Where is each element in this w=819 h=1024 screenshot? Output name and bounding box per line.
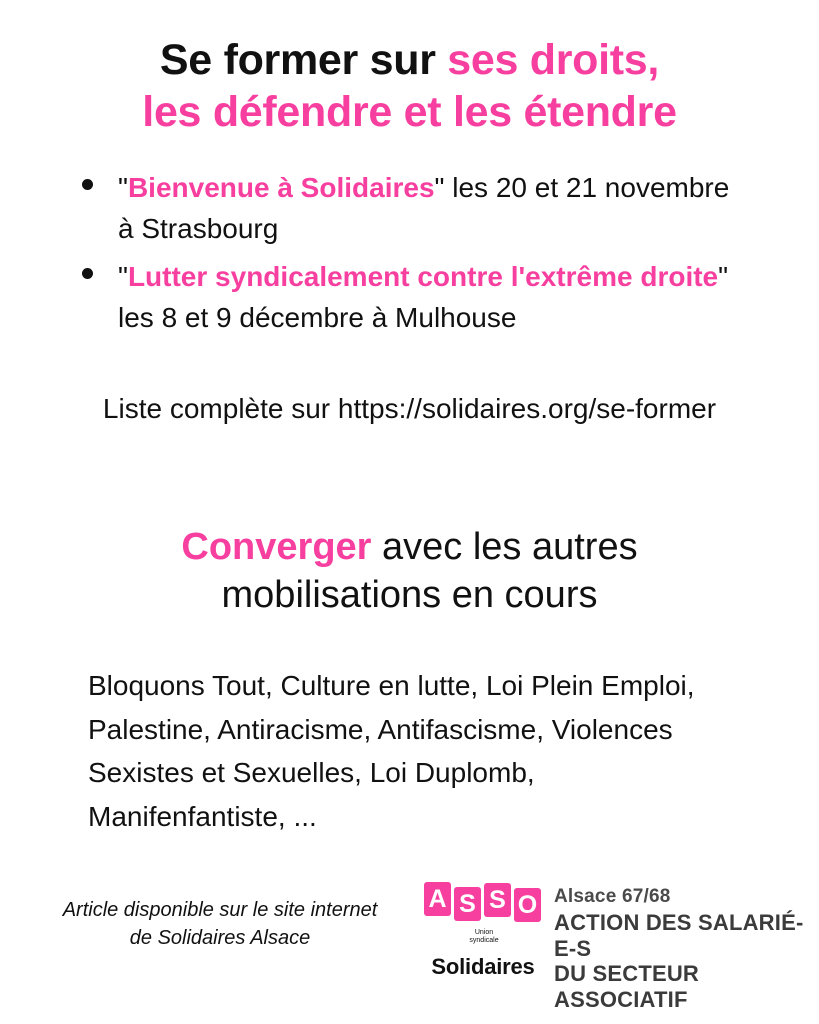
subtitle-line-2 <box>0 571 819 620</box>
list-item <box>118 256 749 339</box>
bullet-2-quote-open: " <box>118 260 128 292</box>
title-line-2 <box>0 86 819 138</box>
org-name-line-1: ACTION DES SALARIÉ-E-S <box>554 910 804 961</box>
full-list-link[interactable]: Liste complète sur https://solidaires.org/se-former <box>102 392 717 424</box>
organisation-block <box>554 886 804 1012</box>
title-line-2-pink: les défendre et les étendre <box>142 88 677 137</box>
asso-letter-blocks <box>424 882 542 926</box>
asso-solidaires-logo <box>424 882 542 986</box>
mobilisations-paragraph: Bloquons Tout, Culture en lutte, Loi Plein Emploi, Palestine, Antiracisme, Antifascisme, Violences Sexistes et Sexuelles, Loi Duplomb, Manifenfantiste, ... <box>88 669 695 832</box>
logo-union-line-2: syndicale <box>469 937 499 945</box>
bullet-2-highlight: Lutter syndicalement contre l'extrême droite <box>127 260 719 292</box>
bullet-1-highlight: Bienvenue à Solidaires <box>127 171 435 203</box>
footer-note: Article disponible sur le site internet de Solidaires Alsace <box>62 899 378 949</box>
subtitle-line-1 <box>0 523 819 572</box>
asso-letter-o: O <box>514 888 541 922</box>
asso-letter-s1: S <box>454 887 481 921</box>
title-line-1-black: Se former sur <box>159 36 448 84</box>
org-name <box>554 910 804 1012</box>
training-list <box>0 167 819 339</box>
bullet-dot-icon <box>82 268 93 279</box>
bullet-1-quote-open: " <box>118 171 128 203</box>
asso-letter-a: A <box>424 882 451 916</box>
logo-union-line-1: Union <box>474 929 494 936</box>
bullet-1-rest: " les 20 et 21 novembre à Strasbourg <box>118 171 730 245</box>
subtitle-line-2-text: mobilisations en cours <box>221 574 598 617</box>
list-item <box>118 167 749 250</box>
bullet-2-rest: " les 8 et 9 décembre à Mulhouse <box>118 260 729 334</box>
logo-wordmark: Solidaires <box>431 954 535 979</box>
footer <box>0 880 819 1012</box>
subtitle-line-1-rest: avec les autres <box>371 525 638 568</box>
org-name-line-2: DU SECTEUR ASSOCIATIF <box>554 961 700 1012</box>
bullet-dot-icon <box>82 179 93 190</box>
page-title <box>0 0 819 139</box>
section-subtitle <box>0 523 819 620</box>
org-region: Alsace 67/68 <box>554 886 671 907</box>
title-line-1 <box>0 34 819 86</box>
asso-letter-s2: S <box>484 883 511 917</box>
subtitle-pink-word: Converger <box>181 525 372 568</box>
logo-union-text <box>454 929 514 945</box>
title-line-1-pink: ses droits, <box>447 36 660 84</box>
